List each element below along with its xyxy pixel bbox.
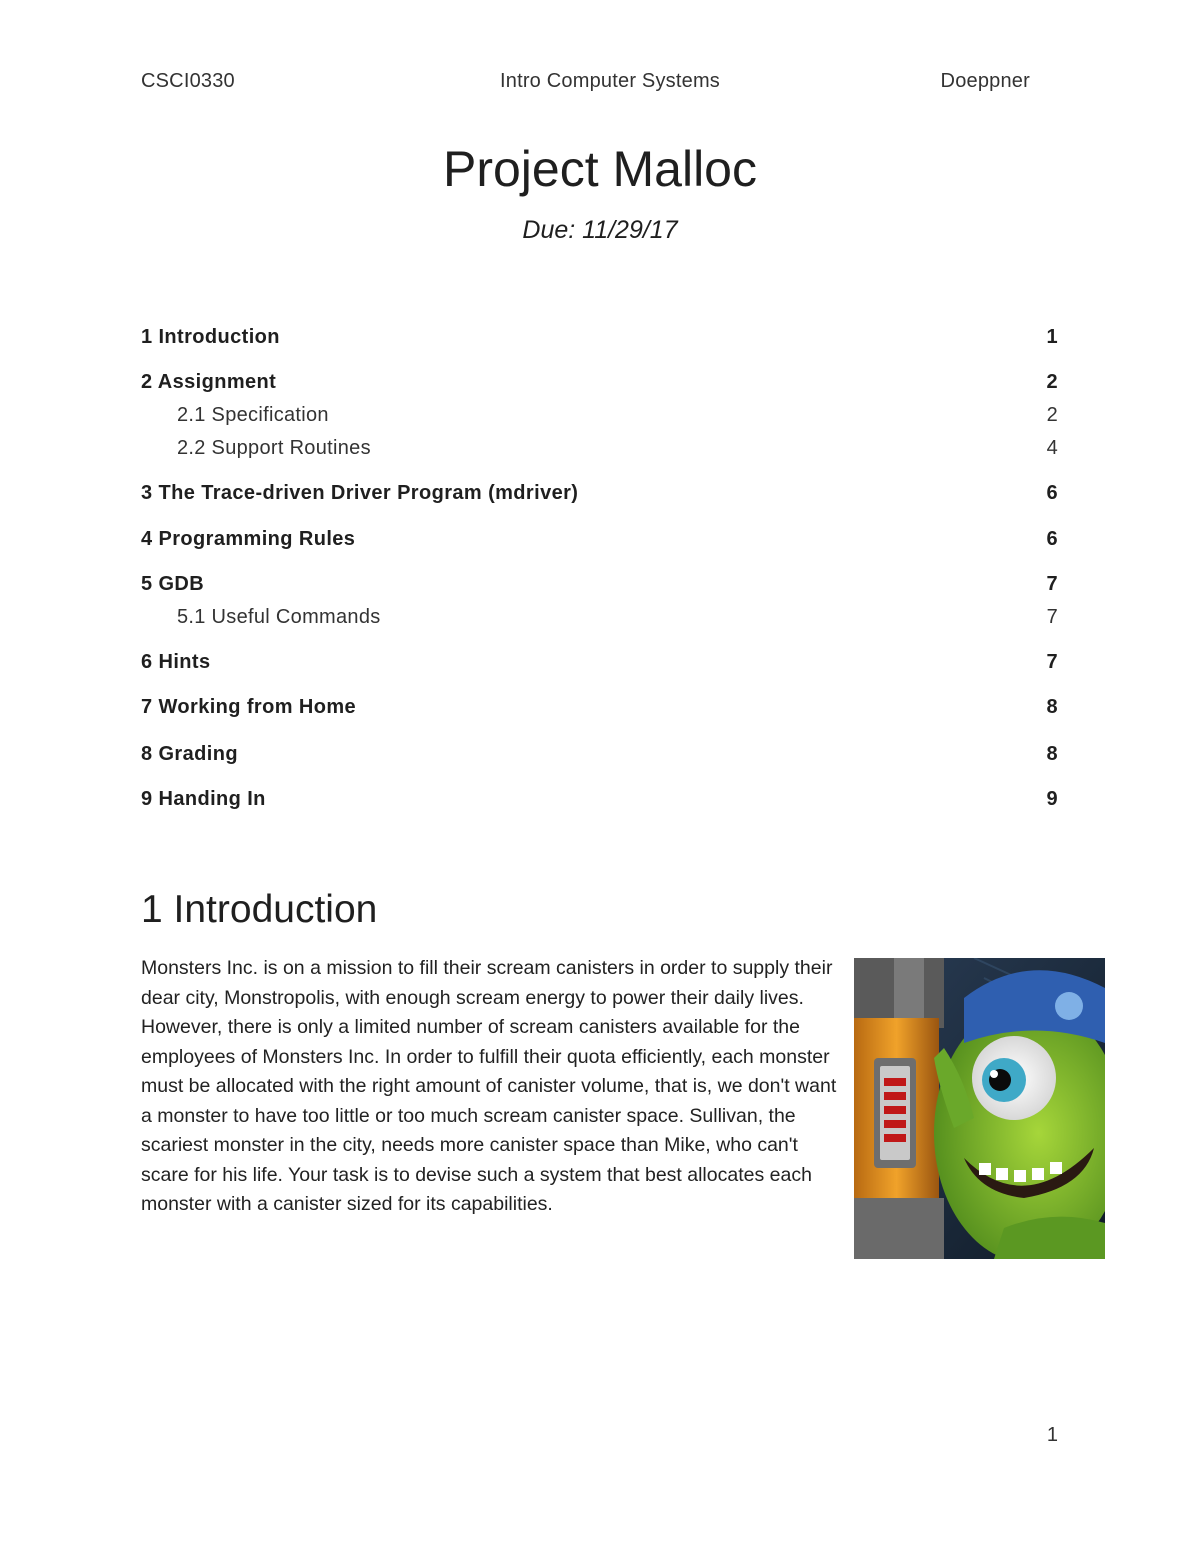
toc-entry-label: 4 Programming Rules [141,528,356,550]
monster-illustration-art [854,958,1105,1259]
toc-entry-page: 6 [1046,482,1058,504]
toc-entry-label: 2 Assignment [141,371,277,393]
toc-entry-label: 2.1 Specification [177,404,329,426]
toc-entry-hints[interactable] [141,651,1058,674]
introduction-body: Monsters Inc. is on a mission to fill their scream canisters in order to supply their dear city, Monstropolis, with enough scream energy to power their daily lives. However, there is only a limited number of scream canisters available for the employees of Monsters Inc. In order to fulfill their quota efficiently, each monster must be allocated with the right amount of canister volume, that is, we don't want a monster to have too little or too much scream canister space. Sullivan, the scariest monster in the city, needs more canister space than Mike, who can't scare for his life. Your task is to devise such a system that best allocates each monster with a canister sized for its capabilities. [141,957,837,1215]
toc-entry-grading[interactable] [141,743,1058,766]
toc-entry-useful-commands[interactable] [141,606,1058,629]
toc-entry-page: 9 [1046,788,1058,810]
toc-entry-page: 7 [1046,573,1058,595]
toc-entry-label: 5 GDB [141,573,205,595]
toc-entry-label: 8 Grading [141,743,238,765]
toc-entry-page: 7 [1046,651,1058,673]
toc-entry-label: 9 Handing In [141,788,266,810]
course-code: CSCI0330 [141,70,235,92]
toc-entry-assignment[interactable] [141,371,1058,394]
toc-entry-page: 6 [1046,528,1058,550]
toc-entry-label: 3 The Trace-driven Driver Program (mdriver) [141,482,579,504]
toc-entry-page: 8 [1046,696,1058,718]
toc-entry-support-routines[interactable] [141,437,1058,460]
toc-entry-page: 2 [1046,371,1058,393]
toc-entry-label: 5.1 Useful Commands [177,606,381,628]
toc-entry-introduction[interactable] [141,326,1058,349]
toc-entry-page: 7 [1046,606,1058,628]
toc-entry-page: 4 [1046,437,1058,459]
toc-entry-label: 2.2 Support Routines [177,437,371,459]
toc-entry-driver-program[interactable] [141,482,1058,505]
toc-entry-working-from-home[interactable] [141,696,1058,719]
due-date: Due: 11/29/17 [522,216,678,244]
toc-entry-label: 1 Introduction [141,326,280,348]
toc-entry-page: 8 [1046,743,1058,765]
toc-entry-label: 6 Hints [141,651,211,673]
toc-entry-label: 7 Working from Home [141,696,357,718]
course-name: Intro Computer Systems [499,70,721,92]
toc-entry-page: 1 [1046,326,1058,348]
toc-entry-handing-in[interactable] [141,788,1058,811]
document-title: Project Malloc [443,141,757,197]
toc-entry-page: 2 [1046,404,1058,426]
monster-illustration [854,958,1105,1259]
section-heading-introduction: 1 Introduction [141,888,378,931]
toc-entry-gdb[interactable] [141,573,1058,596]
toc-entry-specification[interactable] [141,404,1058,427]
page-number: 1 [1046,1424,1058,1446]
instructor-name: Doeppner [940,70,1030,92]
toc-entry-programming-rules[interactable] [141,528,1058,551]
